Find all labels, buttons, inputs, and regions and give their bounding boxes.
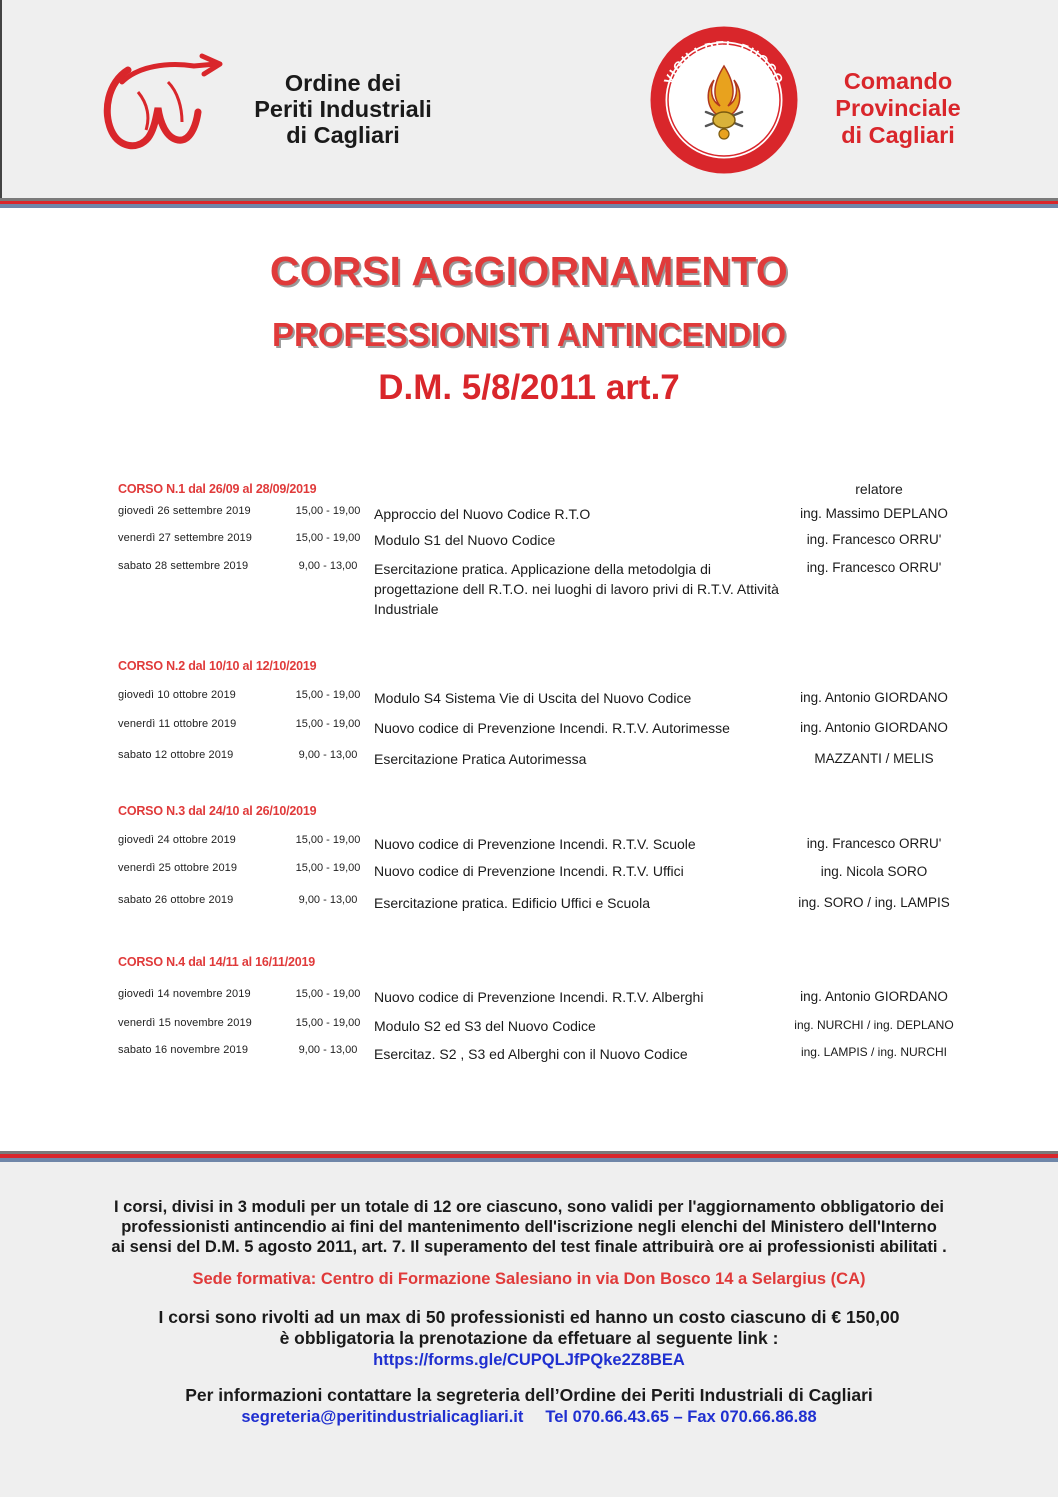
seal-lettering [650, 26, 798, 174]
cost-text: I corsi sono rivolti ad un max di 50 professionisti ed hanno un costo ciascuno di € 150,00 [158, 1307, 900, 1327]
info-text: professionisti antincendio ai fini del mantenimento dell'iscrizione negli elenchi del Ministero dell'Interno [121, 1218, 937, 1236]
session-date: giovedì 26 settembre 2019 [118, 505, 251, 517]
org-name-line: di Cagliari [286, 122, 400, 148]
session-date: venerdì 25 ottobre 2019 [118, 862, 238, 874]
command-name-line: di Cagliari [841, 122, 955, 148]
session-speaker: ing. SORO / ing. LAMPIS [798, 895, 950, 910]
command-name-line: Comando [843, 68, 953, 94]
divider-stripe [0, 204, 1058, 208]
session-topic: Nuovo codice di Prevenzione Incendi. R.T.V. Autorimesse [374, 720, 730, 736]
session-date: sabato 16 novembre 2019 [118, 1044, 249, 1056]
course-title: CORSO N.3 dal 24/10 al 26/10/2019 [118, 804, 317, 818]
session-speaker: MAZZANTI / MELIS [814, 751, 934, 766]
session-hours: 15,00 - 19,00 [295, 718, 361, 730]
session-speaker: ing. Francesco ORRU' [806, 560, 942, 575]
session-hours: 9,00 - 13,00 [298, 749, 358, 761]
svg-text:VIGILI DEL FUOCO: VIGILI DEL FUOCO [660, 37, 788, 87]
session-date: venerdì 27 settembre 2019 [118, 532, 252, 544]
course-title: CORSO N.1 dal 26/09 al 28/09/2019 [118, 482, 317, 496]
contact-text: Per informazioni contattare la segreteria dell’Ordine dei Periti Industriali di Cagliari [185, 1385, 873, 1405]
speaker-column-header: relatore [855, 481, 903, 497]
venue-text: Sede formativa: Centro di Formazione Salesiano in via Don Bosco 14 a Selargius (CA) [192, 1270, 866, 1288]
footer-panel [0, 1162, 1058, 1497]
session-hours: 15,00 - 19,00 [295, 689, 361, 701]
session-topic: Nuovo codice di Prevenzione Incendi. R.T.V. Alberghi [374, 989, 704, 1005]
header-panel [0, 0, 1058, 198]
session-topic: Esercitaz. S2 , S3 ed Alberghi con il Nuovo Codice [374, 1046, 688, 1062]
session-date: sabato 12 ottobre 2019 [118, 749, 234, 761]
session-speaker: ing. Antonio GIORDANO [800, 989, 948, 1004]
booking-text: è obbligatoria la prenotazione da effetuare al seguente link : [279, 1328, 779, 1348]
session-topic: Esercitazione pratica. Applicazione della metodolgia di progettazione dell R.T.O. nei luoghi di lavoro privi di R.T.V. Attività Industriale [374, 561, 779, 617]
periti-logo-icon [98, 52, 224, 156]
session-speaker: ing. Antonio GIORDANO [800, 720, 948, 735]
session-speaker: ing. Nicola SORO [820, 864, 928, 879]
session-date: venerdì 15 novembre 2019 [118, 1017, 252, 1029]
session-hours: 15,00 - 19,00 [295, 532, 361, 544]
session-topic: Nuovo codice di Prevenzione Incendi. R.T.V. Scuole [374, 836, 696, 852]
session-date: giovedì 14 novembre 2019 [118, 988, 251, 1000]
session-hours: 15,00 - 19,00 [295, 988, 361, 1000]
session-speaker: ing. LAMPIS / ing. NURCHI [800, 1045, 948, 1059]
phone-fax: Tel 070.66.43.65 – Fax 070.66.86.88 [545, 1408, 817, 1426]
course-title: CORSO N.4 dal 14/11 al 16/11/2019 [118, 955, 316, 969]
session-hours: 9,00 - 13,00 [298, 560, 358, 572]
session-topic: Approccio del Nuovo Codice R.T.O [374, 506, 591, 522]
session-speaker: ing. NURCHI / ing. DEPLANO [794, 1018, 954, 1032]
session-hours: 9,00 - 13,00 [298, 1044, 358, 1056]
session-speaker: ing. Antonio GIORDANO [800, 690, 948, 705]
session-topic: Modulo S2 ed S3 del Nuovo Codice [374, 1018, 596, 1034]
session-hours: 15,00 - 19,00 [295, 1017, 361, 1029]
booking-link[interactable]: https://forms.gle/CUPQLJfPQke2Z8BEA [373, 1351, 685, 1369]
org-name [228, 70, 458, 148]
info-text: ai sensi del D.M. 5 agosto 2011, art. 7. Il superamento del test finale attribuirà ore ai professionisti abilitati . [111, 1238, 947, 1256]
subtitle: PROFESSIONISTI ANTINCENDIO [272, 316, 786, 353]
session-topic: Esercitazione pratica. Edificio Uffici e Scuola [374, 895, 650, 911]
session-date: sabato 26 ottobre 2019 [118, 894, 234, 906]
session-topic: Esercitazione Pratica Autorimessa [374, 751, 587, 767]
session-hours: 15,00 - 19,00 [295, 834, 361, 846]
session-speaker: ing. Massimo DEPLANO [800, 506, 948, 521]
course-title: CORSO N.2 dal 10/10 al 12/10/2019 [118, 659, 317, 673]
contact-details [0, 1408, 1058, 1427]
decree-reference: D.M. 5/8/2011 art.7 [378, 368, 680, 407]
session-topic: Modulo S1 del Nuovo Codice [374, 532, 556, 548]
session-date: giovedì 24 ottobre 2019 [118, 834, 236, 846]
email-link[interactable]: segreteria@peritindustrialicagliari.it [241, 1408, 524, 1426]
session-date: venerdì 11 ottobre 2019 [118, 718, 237, 730]
info-text: I corsi, divisi in 3 moduli per un totale di 12 ore ciascuno, sono validi per l'aggiornamento obbligatorio dei [114, 1198, 944, 1216]
command-name [820, 68, 976, 149]
main-title: CORSI AGGIORNAMENTO [269, 248, 789, 294]
session-topic: Nuovo codice di Prevenzione Incendi. R.T.V. Uffici [374, 863, 684, 879]
org-name-line: Ordine dei [284, 70, 402, 96]
org-name-line: Periti Industriali [254, 96, 432, 122]
session-hours: 15,00 - 19,00 [295, 862, 361, 874]
session-topic: Modulo S4 Sistema Vie di Uscita del Nuovo Codice [374, 690, 692, 706]
session-hours: 9,00 - 13,00 [298, 894, 358, 906]
session-speaker: ing. Francesco ORRU' [806, 836, 942, 851]
session-hours: 15,00 - 19,00 [295, 505, 361, 517]
session-date: giovedì 10 ottobre 2019 [118, 689, 236, 701]
session-speaker: ing. Francesco ORRU' [806, 532, 942, 547]
command-name-line: Provinciale [835, 95, 961, 121]
session-date: sabato 28 settembre 2019 [118, 560, 249, 572]
